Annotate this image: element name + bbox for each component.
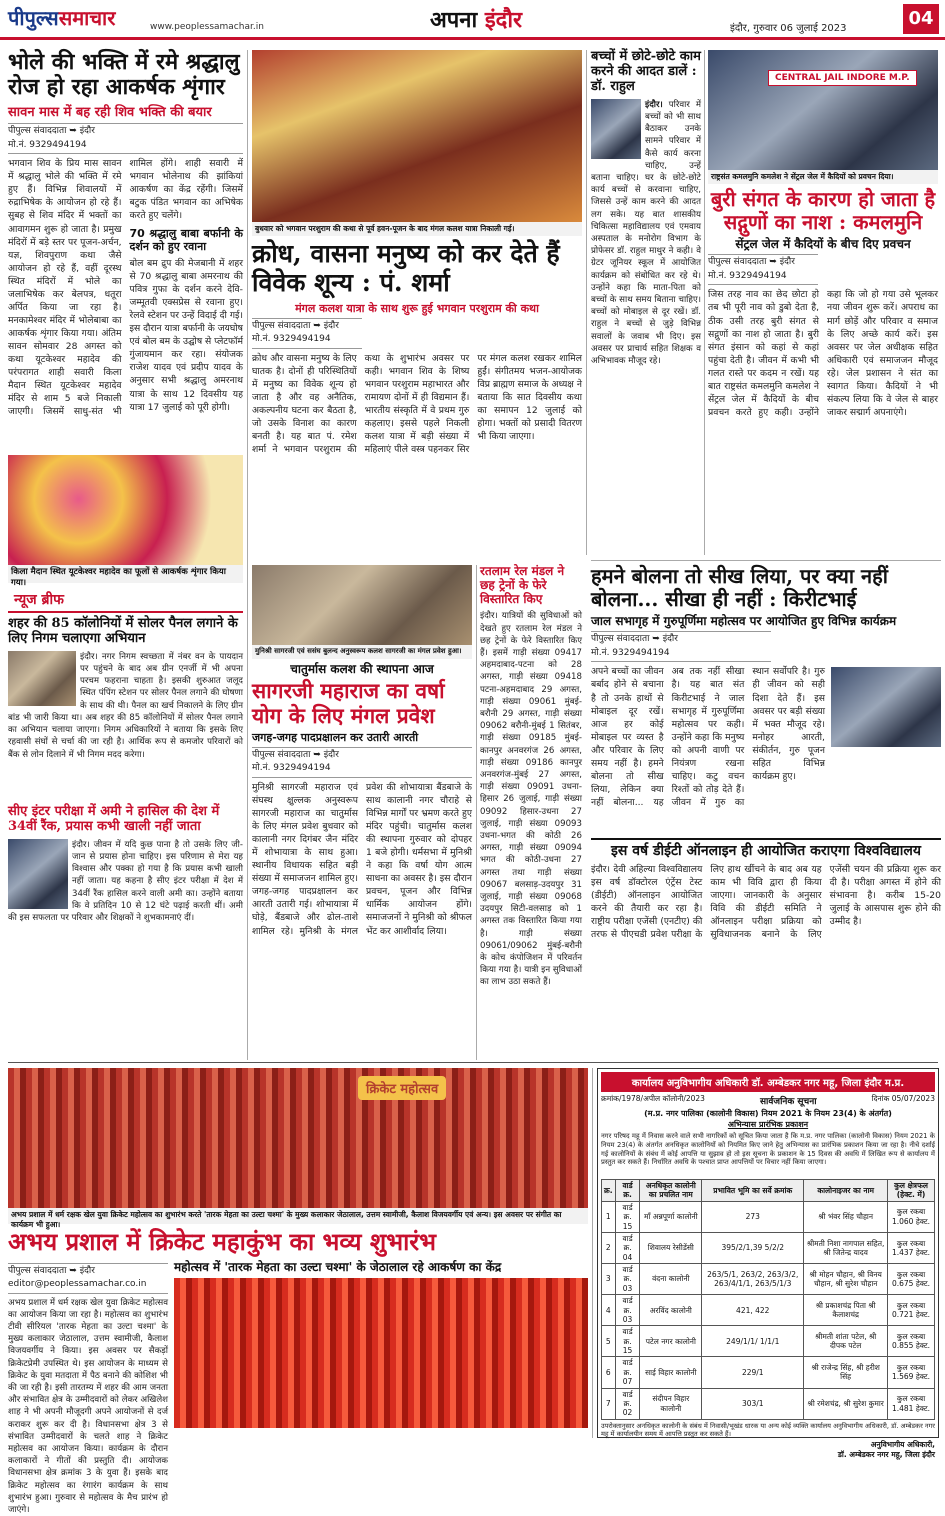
dateline: इंदौर, गुरुवार 06 जुलाई 2023: [730, 23, 847, 34]
table-cell: कुल रकबा 0.855 हेक्ट.: [888, 1326, 935, 1357]
byline-email[interactable]: editor@peoplessamachar.co.in: [8, 1279, 147, 1290]
table-cell: साई विहार कालोनी: [640, 1357, 702, 1388]
table-row: [602, 1326, 935, 1357]
news-brief-label: न्यूज ब्रीफ: [8, 588, 243, 613]
jail-sign: CENTRAL JAIL INDORE M.P.: [768, 70, 917, 86]
byline-text: पीपुल्स संवाददाता ➥ इंदौर: [252, 749, 339, 760]
colony-table: [601, 1179, 935, 1420]
section-title-b: इंदौर: [484, 7, 523, 33]
article-text: परिवार में बच्चों को भी साथ बैठाकर उनके सामने परिवार में कैसे कार्य करना चाहिए, उन्हें बताना चाहिए। घर के छोटे-छोटे कार्य बच्चों से करवाना चाहिए, जिससे उन्हें काम करने की आदत लग सके। यह बात शासकीय चिकित्सा महाविद्यालय एवं एमवाय अस्पताल के मनोरोग विभाग के प्रोफेसर डॉ. राहुल माथुर ने कही। वे ग्रेटर जूनियर स्कूल में आयोजित कार्यक्रम को संबोधित कर रहे थे। उन्होंने कहा कि माता-पिता को बच्चों के साथ समय बिताना चाहिए। बच्चों को मोबाइल से दूर रखें। डॉ. राहुल ने बच्चों से जुड़े विभिन्न सवालों के जवाब भी दिए। इस अवसर पर प्राचार्य सहित शिक्षक व अभिभावक मौजूद रहे।: [591, 99, 701, 367]
table-cell: कुल रकबा 1.569 हेक्ट.: [888, 1357, 935, 1388]
table-cell: 1: [602, 1201, 616, 1232]
byline: [8, 123, 243, 154]
table-cell: पटेल नगर कालोनी: [640, 1326, 702, 1357]
byline-phone: मो.नं. 9329494194: [8, 139, 87, 150]
notice-date: दिनांक 05/07/2023: [871, 1094, 935, 1103]
byline: [591, 631, 771, 662]
table-cell: 4: [602, 1295, 616, 1326]
table-row: [602, 1232, 935, 1263]
cricket-content-row: [8, 1259, 588, 1516]
table-cell: माँ अन्नपूर्णा कालोनी: [640, 1201, 702, 1232]
brief-body-ca: इंदौर। जीवन में यदि कुछ पाना है तो उसके लिए जी-जान से प्रयास होना चाहिए। इस परिणाम से मेरा यह विश्वास और पक्का हो गया है कि प्रयास कभी खाली नहीं जाता। यह कहना है सीए इंटर परीक्षा में देश में 34वीं रैंक हासिल करने वाली अमी का। उन्होंने बताया कि वे प्रतिदिन 10 से 12 घंटे पढ़ाई करती थीं। अमी की इस सफलता पर परिवार और शिक्षकों ने शुभकामनाएं दीं।: [8, 839, 243, 923]
section-title-a: अपना: [430, 7, 485, 33]
byline-phone: मो.नं. 9329494194: [591, 647, 670, 658]
rangoli-photo: [8, 455, 243, 565]
article-body: मुनिश्री सागरजी महाराज एवं संघस्थ क्षुल्लक अनुस्वरूप सागरजी महाराज का चातुर्मास के लिए मंगल प्रवेश बुधवार को कालानी नगर दिगंबर जैन मंदिर में शोभायात्रा के साथ हुआ। स्थानीय विधायक सहित बड़ी संख्या में समाजजन शामिल हुए। जगह-जगह पादप्रक्षालन कर आरती उतारी गई। शोभायात्रा में घोड़े, बैंडबाजे और ढोल-ताशे शामिल रहे। मुनिश्री के मंगल प्रवेश की शोभायात्रा बैंडबाजे के साथ कालानी नगर चौराहे से विभिन्न मार्गों पर भ्रमण करते हुए मंदिर पहुंची। चातुर्मास कलश की स्थापना गुरुवार को दोपहर 1 बजे होगी। धर्मसभा में मुनिश्री ने कहा कि वर्षा योग आत्म साधना का अवसर है। इस दौरान प्रवचन, पूजन और विभिन्न धार्मिक आयोजन होंगे। समाजजनों ने मुनिश्री को श्रीफल भेंट कर आशीर्वाद लिया।: [252, 781, 472, 937]
story-det-online: [591, 838, 941, 1060]
stage-banner: क्रिकेट महोत्सव: [358, 1076, 446, 1100]
brief-headline-solar: शहर की 85 कॉलोनियों में सोलर पैनल लगाने के लिए निगम चलाएगा अभियान: [8, 616, 238, 646]
table-row: [602, 1264, 935, 1295]
notice-footer: उपरोक्तानुसार अनधिकृत कालोनी के संबंध में निवासी/भूखंड धारक या अन्य कोई व्यक्ति कार्यालय अनुविभागीय अधिकारी, डॉ. अम्बेडकर नगर महू में कार्यालयीन समय में आपत्ति प्रस्तुत कर सकते हैं।: [601, 1421, 935, 1438]
article-body: जिस तरह नाव का छेद छोटा हो तब भी पूरी नाव को डुबो देता है, ठीक उसी तरह बुरी संगत से सद्गुणों का नाश हो जाता है। बुरी संगत इंसान को कहां से कहां पहुंचा देती है। जीवन में कभी भी गलत रास्ते पर कदम न रखें। यह बात राष्ट्रसंत कमलमुनि कमलेश ने सेंट्रल जेल में कैदियों के बीच प्रवचन करते हुए कही। उन्होंने कहा कि जो हो गया उसे भूलकर नया जीवन शुरू करें। अपराध का मार्ग छोड़ें और परिवार व समाज के लिए अच्छे कार्य करें। इस अवसर पर जेल अधीक्षक सहित अधिकारी एवं समाजजन मौजूद रहे। जेल प्रशासन ने संत का स्वागत किया। कैदियों ने भी संकल्प लिया कि वे जेल से बाहर जाकर सद्मार्ग अपनाएंगे।: [708, 289, 938, 418]
crowd-photo: [174, 1278, 588, 1428]
table-cell: 395/2/1,39 5/2/2: [702, 1232, 804, 1263]
dateline-label: इंदौर।: [645, 99, 663, 110]
cricket-inauguration-photo: [8, 1068, 588, 1208]
table-cell: श्री भंवर सिंह चौहान: [804, 1201, 888, 1232]
table-cell: 273: [702, 1201, 804, 1232]
table-cell: 2: [602, 1232, 616, 1263]
byline: [252, 318, 362, 349]
public-notice: [597, 1068, 939, 1459]
byline-text: पीपुल्स संवाददाता ➥ इंदौर: [8, 126, 95, 137]
story-dr-rahul: [591, 50, 701, 555]
table-cell: वार्ड क्र. 15: [615, 1201, 640, 1232]
table-cell: वार्ड क्र. 07: [615, 1357, 640, 1388]
jail-pravachan-photo: [708, 50, 938, 170]
table-cell: 3: [602, 1264, 616, 1295]
subhead: सेंट्रल जेल में कैदियों के बीच दिए प्रवचन: [735, 237, 911, 251]
table-header-row: [602, 1180, 935, 1202]
muni-pravesh-photo: [252, 565, 472, 645]
headline: भोले की भक्ति में रमे श्रद्धालु रोज हो रहा आकर्षक शृंगार: [8, 49, 240, 101]
article-body: क्रोध और वासना मनुष्य के लिए घातक है। दोनों ही परिस्थितियों में मनुष्य का विवेक शून्य हो जाता है और वह अनैतिक, अकल्पनीय घटना कर बैठता है, जो उसके विनाश का कारण बनती है। यह बात पं. रमेश शर्मा ने भगवान परशुराम की कथा के शुभारंभ अवसर पर कही। भगवान शिव के शिष्य भगवान परशुराम महाभारत और रामायण दोनों में ही विद्यमान हैं। भारतीय संस्कृति में वे प्रथम गुरु कहलाए। इससे पहले निकली कलश यात्रा में बड़ी संख्या में महिलाएं पीले वस्त्र पहनकर सिर पर मंगल कलश रखकर शामिल हुईं। संगीतमय भजन-आयोजक विप्र ब्राह्मण समाज के अध्यक्ष ने बताया कि सात दिवसीय कथा का समापन 12 जुलाई को होगा। भक्तों को प्रसादी वितरण भी किया जाएगा।: [252, 352, 582, 456]
news-brief: [8, 588, 243, 1060]
headline: अभय प्रशाल में क्रिकेट महाकुंभ का भव्य शुभारंभ: [8, 1227, 436, 1256]
kicker: चातुर्मास कलश की स्थापना आज: [290, 662, 434, 676]
headline: क्रोध, वासना मनुष्य को कर देते हैं विवेक शून्य : पं. शर्मा: [252, 239, 560, 297]
notice-title: सार्वजनिक सूचना: [759, 1097, 817, 1107]
subhead: जाल सभागृह में गुरुपूर्णिमा महोत्सव पर आयोजित हुए विभिन्न कार्यक्रम: [591, 614, 897, 628]
table-cell: श्रीमती शांता पटेल, श्री दीपक पटेल: [804, 1326, 888, 1357]
article-body: इंदौर। यात्रियों की सुविधाओं को देखते हुए रतलाम रेल मंडल ने छह ट्रेनों के फेरे विस्तारित किए हैं। इसमें गाड़ी संख्या 09417 अहमदाबाद-पटना को 28 अगस्त, गाड़ी संख्या 09418 पटना-अहमदाबाद 29 अगस्त, गाड़ी संख्या 09061 मुंबई-बरौनी 29 अगस्त, गाड़ी संख्या 09062 बरौनी-मुंबई 1 सितंबर, गाड़ी संख्या 09185 मुंबई-कानपुर अनवरगंज 26 अगस्त, गाड़ी संख्या 09186 कानपुर अनवरगंज-मुंबई 27 अगस्त, गाड़ी संख्या 09091 उधना-हिसार 26 जुलाई, गाड़ी संख्या 09092 हिसार-उधना 27 जुलाई, गाड़ी संख्या 09093 उधना-भगत की कोठी 26 अगस्त, गाड़ी संख्या 09094 भगत की कोठी-उधना 27 अगस्त तथा गाड़ी संख्या 09067 बलसाड़-उदयपुर 31 जुलाई, गाड़ी संख्या 09068 उदयपुर सिटी-वलसाड़ को 1 अगस्त तक विस्तारित किया गया है। गाड़ी संख्या 09061/09062 मुंबई-बरौनी के कोच कंपोजिशन में परिवर्तन किया गया है। यात्री इन सुविधाओं का लाभ उठा सकते हैं।: [480, 611, 582, 988]
table-row: [602, 1201, 935, 1232]
notice-ref: क्रमांक/1978/अपील कॉलोनी/2023: [601, 1094, 705, 1103]
headline: हमने बोलना तो सीख लिया, पर क्या नहीं बोलना... सीखा ही नहीं : किरीटभाई: [591, 564, 888, 611]
byline-phone: मो.नं. 9329494194: [252, 334, 331, 345]
byline-phone: मो.नं. 9329494194: [252, 763, 331, 774]
page-number: 04: [903, 4, 939, 34]
notice-signature: [601, 1440, 935, 1460]
subhead: जगह-जगह पादप्रक्षालन कर उतारी आरती: [252, 730, 419, 744]
notice-intro: नगर परिषद महू में निवास करने वाले सभी नागरिकों को सूचित किया जाता है कि म.प्र. नगर पालिका (कालोनी विकास) नियम 2021 के नियम 23(4) के अंतर्गत अनधिकृत कालोनियों को नियमित किए जाने हेतु अभिन्यास का प्रारंभिक प्रकाशन किया जा रहा है। नीचे दर्शाई गई कालोनियों के संबंध में कोई आपत्ति या सुझाव हो तो इस सूचना के प्रकाशन के 15 दिवस की अवधि में लिखित रूप से कार्यालय में प्रस्तुत कर सकते हैं। निर्धारित अवधि के पश्चात प्राप्त आपत्तियों पर विचार नहीं किया जाएगा।: [601, 1132, 935, 1167]
notice-rule: (म.प्र. नगर पालिका (कालोनी विकास) नियम 2021 के नियम 23(4) के अंतर्गत): [644, 1109, 892, 1118]
story-cricket-mahakumbh: [8, 1227, 588, 1516]
table-cell: वार्ड क्र. 03: [615, 1264, 640, 1295]
table-cell: कुल रकबा 1.060 हेक्ट.: [888, 1201, 935, 1232]
kiritbhai-photo: [831, 667, 941, 747]
headline: सागरजी महाराज का वर्षा योग के लिए मंगल प्रवेश: [252, 678, 445, 728]
table-cell: श्री प्रकाशचंद्र पिता श्री कैलाशचंद्र: [804, 1295, 888, 1326]
article-text-2: बोल बम द्रुप की मेजबानी में शहर से 70 श्रद्धालु बाबा अमरनाथ की पवित्र गुफा के दर्शन करने देवि-जम्मूतवी एक्सप्रेस से रवाना हुए। रेलवे स्टेशन पर उन्हें विदाई दी गई। इस दौरान यात्रा बर्फानी के जयघोष एवं बोल बम के उद्घोष से प्लेटफॉर्म गुंजायमान कर रहा। संयोजक राजेश यादव एवं प्रदीप यादव के अनुसार सभी श्रद्धालु अमरनाथ यात्रा के साथ 12 दिवसीय यह यात्रा 17 जुलाई को पूरी होगी।: [129, 257, 243, 413]
notice-office: कार्यालय अनुविभागीय अधिकारी डॉ. अम्बेडकर नगर महू, जिला इंदौर म.प्र.: [601, 1072, 935, 1092]
story-ratlam-rail: [480, 565, 582, 1060]
column-header: अनधिकृत कालोनी का प्रचलित नाम: [640, 1180, 702, 1202]
table-cell: श्रीमती निशा नागपाल सहित, श्री जितेन्द्र यादव: [804, 1232, 888, 1263]
table-cell: श्री मोहन चौहान, श्री विनय चौहान, श्री सुरेश चौहान: [804, 1264, 888, 1295]
byline-text: पीपुल्स संवाददाता ➥ इंदौर: [591, 634, 678, 645]
table-row: [602, 1388, 935, 1419]
table-cell: 249/1/1/ 1/1/1: [702, 1326, 804, 1357]
table-cell: कुल रकबा 0.675 हेक्ट.: [888, 1264, 935, 1295]
table-cell: 6: [602, 1357, 616, 1388]
column-header: क्र.: [602, 1180, 616, 1202]
signature-place: डॉ. अम्बेडकर नगर महू, जिला इंदौर: [837, 1449, 935, 1459]
table-cell: कुल रकबा 1.437 हेक्ट.: [888, 1232, 935, 1263]
jail-caption: राष्ट्रसंत कमलमुनि कमलेश ने सेंट्रल जेल में कैदियों को प्रवचन दिया।: [708, 170, 938, 184]
table-cell: 229/1: [702, 1357, 804, 1388]
ami-photo: [8, 839, 68, 909]
table-cell: वार्ड क्र. 02: [615, 1388, 640, 1419]
column-header: कुल क्षेत्रफल (हेक्ट. में): [888, 1180, 935, 1202]
byline: [252, 747, 472, 778]
byline-text: पीपुल्स संवाददाता ➥ इंदौर: [8, 1265, 95, 1276]
cricket-caption: अभय प्रशाल में धर्म रक्षक खेल युवा क्रिकेट महोत्सव का शुभारंभ करते 'तारक मेहता का उल्टा चश्मा' के मुख्य कलाकार जेठालाल, उत्तम स्वामीजी, कैलाश विजयवर्गीय एवं अन्य। इस अवसर पर संगीत का कार्यक्रम भी हुआ।: [8, 1208, 588, 1224]
table-cell: वार्ड क्र. 04: [615, 1232, 640, 1263]
table-row: [602, 1357, 935, 1388]
table-cell: वंदना कालोनी: [640, 1264, 702, 1295]
notice-ref-row: [601, 1094, 935, 1107]
article-text: भगवान शिव के प्रिय मास सावन में श्रद्धालु भोले की भक्ति में रमे हुए हैं। विभिन्न शिवालयों में रुद्राभिषेक के आयोजन हो रहे हैं। सुबह से शिव मंदिर में भक्तों का आवागमन शुरू हो जाता है। प्रमुख मंदिरों में बड़े स्तर पर पूजन-अर्चन, यज्ञ, शिवपुराण कथा जैसे आयोजन हो रहे हैं, वहीं दूरस्थ स्थित मंदिरों में भोले का जलाभिषेक कर बेलपत्र, धतूरा अर्पित किया जा रहा है। मनकामेश्वर मंदिर में भोलेबाबा का आकर्षक शृंगार किया गया। अंतिम सावन सोमवार 28 अगस्त को कथा यूटकेश्वर महादेव की परंपरागत शाही सवारी किला मैदान स्थित यूटकेश्वर महादेव मंदिर से शाम 5 बजे निकाली जाएगी। जिसमें साधु-संत भी शामिल होंगे। शाही सवारी में भगवान भोलेनाथ की झांकियां आकर्षण का केंद्र रहेंगी। जिसमें बटुक पंडित भगवान का अभिषेक करते हुए चलेंगे।: [8, 158, 243, 418]
table-cell: वार्ड क्र. 03: [615, 1295, 640, 1326]
table-cell: अरविंद कालोनी: [640, 1295, 702, 1326]
table-cell: श्री राजेन्द्र सिंह, श्री हरीश सिंह: [804, 1357, 888, 1388]
masthead: [0, 0, 945, 40]
headline: बुरी संगत के कारण हो जाता है सद्गुणों का नाश : कमलमुनि: [710, 187, 936, 234]
byline-text: पीपुल्स संवाददाता ➥ इंदौर: [252, 320, 339, 331]
byline-text: पीपुल्स संवाददाता ➥ इंदौर: [708, 257, 795, 268]
inner-subhead: 70 श्रद्धालु बाबा बर्फानी के दर्शन को हुए रवाना: [129, 226, 243, 253]
dr-rahul-photo: [591, 99, 641, 159]
solar-panel-photo: [8, 651, 76, 706]
byline: [708, 254, 818, 285]
table-cell: संदीपन विहार कालोनी: [640, 1388, 702, 1419]
table-cell: 263/5/1, 263/2, 263/3/2, 263/4/1/1, 263/5/1/3: [702, 1264, 804, 1295]
table-row: [602, 1295, 935, 1326]
article-body: अपने बच्चों का जीवन बर्बाद होने से बचाना है तो उनके हाथों से मोबाइल दूर रखें। आज हर कोई मोबाइल पर व्यस्त है और परिवार के लिए समय नहीं है। हमने बोलना तो सीख लिया, लेकिन क्या नहीं बोलना... यह अब तक नहीं सीखा है। यह बात संत किरीटभाई ने जाल सभागृह में गुरुपूर्णिमा महोत्सव पर कही। उन्होंने कहा कि मनुष्य को अपनी वाणी पर नियंत्रण रखना चाहिए। कटु वचन रिश्तों को तोड़ देते हैं। जीवन में गुरु का स्थान सर्वोपरि है। गुरु ही जीवन को सही दिशा देते हैं। इस अवसर पर बड़ी संख्या में भक्त मौजूद रहे। मनोहर आरती, संकीर्तन, गुरु पूजन सहित विभिन्न कार्यक्रम हुए।: [591, 666, 825, 809]
muni-pravesh-caption: मुनिश्री सागरजी एवं ससंघ बुलन्द अनुस्वरूप कलश सागरजी का मंगल प्रवेश हुआ।: [252, 645, 472, 659]
story-sagarji-maharaj: [252, 662, 472, 1060]
headline: रतलाम रेल मंडल ने छह ट्रेनों के फेरे विस्तारित किए: [480, 564, 565, 606]
byline: [8, 1263, 168, 1294]
table-cell: कुल रकबा 0.721 हेक्ट.: [888, 1295, 935, 1326]
notice-subtitle: अभिन्यास प्रारंभिक प्रकाशन: [727, 1120, 809, 1129]
website-link[interactable]: www.peoplessamachar.in: [150, 22, 264, 32]
section-title: [430, 4, 522, 34]
newspaper-logo[interactable]: [8, 4, 115, 31]
table-cell: कुल रकबा 1.481 हेक्ट.: [888, 1388, 935, 1419]
article-body: इंदौर। देवी अहिल्या विश्वविद्यालय इस वर्ष डॉक्टोरल एंट्रेंस टेस्ट (डीईटी) ऑनलाइन आयोजित करने की तैयारी कर रहा है। राष्ट्रीय परीक्षा एजेंसी (एनटीए) की तरफ से पीएचडी प्रवेश परीक्षा के लिए हाथ खींचने के बाद अब यह काम भी विवि द्वारा ही किया जाएगा। जानकारी के अनुसार विवि की डीईटी समिति ने ऑनलाइन परीक्षा प्रक्रिया को सुविधाजनक बनाने के लिए एजेंसी चयन की प्रक्रिया शुरू कर दी है। परीक्षा अगस्त में होने की संभावना है। करीब 15-20 जुलाई के आसपास शुरू होने की उम्मीद है।: [591, 864, 941, 941]
headline: इस वर्ष डीईटी ऑनलाइन ही आयोजित कराएगा विश्वविद्यालय: [591, 838, 941, 859]
table-cell: 303/1: [702, 1388, 804, 1419]
kalash-yatra-photo: [252, 50, 582, 222]
rangoli-caption: किला मैदान स्थित यूटकेश्वर महादेव का फूलों से आकर्षक शृंगार किया गया।: [8, 565, 243, 583]
kalash-yatra-caption: बुधवार को भगवान परशुराम की कथा से पूर्व हवन-पूजन के बाद मंगल कलश यात्रा निकाली गई।: [252, 222, 582, 236]
cricket-photo-col: [174, 1260, 588, 1437]
table-cell: शिवालय रेसीडेंसी: [640, 1232, 702, 1263]
signature-title: अनुविभागीय अधिकारी,: [870, 1440, 935, 1450]
subhead: सावन मास में बह रही शिव भक्ति की बयार: [8, 104, 212, 120]
cricket-text-col: [8, 1260, 168, 1516]
table-cell: वार्ड क्र. 15: [615, 1326, 640, 1357]
logo-text-a: पीपुल्स: [8, 6, 59, 30]
story-kiritbhai: [591, 565, 941, 830]
subhead: मंगल कलश यात्रा के साथ शुरू हुई भगवान परशुराम की कथा: [295, 301, 539, 315]
brief-body-solar: इंदौर। नगर निगम स्वच्छता में नंबर वन के पायदान पर पहुंचने के बाद अब ग्रीन एनर्जी में भी अपना परचम फहराना चाहता है। इसकी शुरुआत जलूद स्थित पंपिंग स्टेशन पर सोलर पैनल लगाने की घोषणा के साथ की थी। पैनल का खर्च निकालने के लिए ग्रीन बांड भी जारी किया था। अब शहर की 85 कॉलोनियों में सोलर पैनल लगाने का अभियान चलाया जाएगा। निगम अधिकारियों ने बताया कि इसके लिए रहवासी संघों से चर्चा की जा रही है। आर्थिक रूप से कमजोर परिवारों को बैंक से लोन दिलाने में भी निगम मदद करेगा।: [8, 651, 243, 760]
story-parshuram-katha: [252, 240, 582, 560]
column-header: प्रभावित भूमि का सर्वे क्रमांक: [702, 1180, 804, 1202]
story-kamalmuni: [708, 188, 938, 555]
article-body: अभय प्रशाल में धर्म रक्षक खेल युवा क्रिकेट महोत्सव का आयोजन किया जा रहा है। महोत्सव का शुभारंभ टीवी सीरियल 'तारक मेहता का उल्टा चश्मा' के मुख्य कलाकार जेठालाल, उत्तम स्वामीजी, कैलाश विजयवर्गीय ने किया। इस अवसर पर सैकड़ों क्रिकेटप्रेमी उपस्थित थे। इस आयोजन के माध्यम से क्रिकेट के युवा मतदाता में पैठ बनाने की कोशिश भी की जा रही है। इसी तारतम्य में शहर की आम जनता और संभावित क्षेत्र के उम्मीदवारों को लेकर अखिलेश शाह ने भी अपनी मौजूदगी अपने आयोजनों से दर्ज कराकर शुरू कर दी है। विधानसभा क्षेत्र 3 से संभावित उम्मीदवारों के चलते शाह ने क्रिकेट महोत्सव का आयोजन किया। कार्यक्रम के दौरान कलाकारों ने गीतों की प्रस्तुति दी। आयोजक विधानसभा क्षेत्र क्रमांक 3 के युवा हैं। इसके बाद क्रिकेट महोत्सव का रंगारंग कार्यक्रम के साथ शुभारंभ हुआ। गुरुवार से महोत्सव के मैच प्रारंभ हो जाएंगे।: [8, 1297, 168, 1516]
brief-headline-ca: सीए इंटर परीक्षा में अमी ने हासिल की देश में 34वीं रैंक, प्रयास कभी खाली नहीं जाता: [8, 803, 220, 834]
table-cell: 5: [602, 1326, 616, 1357]
byline-phone: मो.नं. 9329494194: [708, 270, 787, 281]
logo-text-b: समाचार: [58, 6, 116, 30]
subhead: महोत्सव में 'तारक मेहता का उल्टा चश्मा' के जेठालाल रहे आकर्षण का केंद्र: [174, 1259, 502, 1274]
column-header: कालोनाइजर का नाम: [804, 1180, 888, 1202]
headline: बच्चों में छोटे-छोटे काम करने की आदत डालें : डॉ. राहुल: [591, 49, 701, 94]
table-cell: 7: [602, 1388, 616, 1419]
table-cell: श्री रमेशचंद्र, श्री सुरेश कुमार: [804, 1388, 888, 1419]
table-cell: 421, 422: [702, 1295, 804, 1326]
column-header: वार्ड क्र.: [615, 1180, 640, 1202]
